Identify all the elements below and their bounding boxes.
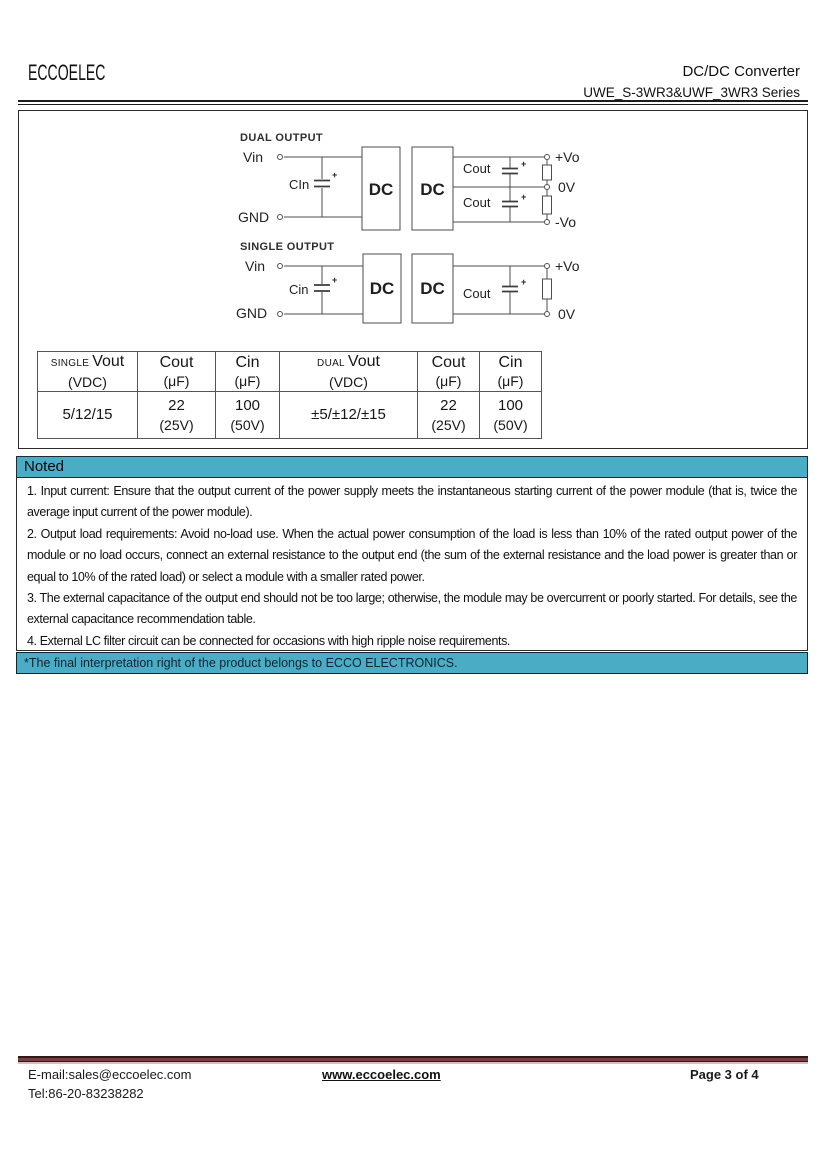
dual-cout-capacitor-top xyxy=(463,159,526,176)
header-dual-vout xyxy=(280,352,418,392)
single-gnd-label: GND xyxy=(236,305,268,321)
company-logo: ECCOELEC xyxy=(28,60,106,85)
vout-label: Vout xyxy=(92,353,125,370)
dual-cout-bottom-plus: + xyxy=(521,192,527,202)
vout-label: Vout xyxy=(347,353,380,370)
vdc-unit: (VDC) xyxy=(68,374,107,390)
cout-label: Cout xyxy=(431,354,466,371)
footer-divider xyxy=(18,1056,808,1064)
single-vin-label: Vin xyxy=(245,258,265,274)
single-zero-label: 0V xyxy=(558,306,576,322)
dc-module-right-label: DC xyxy=(420,180,445,199)
dc-module-left-label: DC xyxy=(368,180,394,199)
single-pos-terminal xyxy=(545,264,550,269)
dual-zero-label: 0V xyxy=(558,179,576,195)
dual-cin-plus: + xyxy=(332,170,338,180)
cin-label: Cin xyxy=(235,354,260,371)
header-cout-1 xyxy=(138,352,216,392)
dual-load-resistor-top xyxy=(543,165,552,180)
note-item-3: 3. The external capacitance of the output end should not be too large; otherwise, the module may be overcurrent or poorly started. For details, see the external capacitance recommendation table. xyxy=(27,591,797,627)
dual-pos-terminal xyxy=(545,155,550,160)
table-header-row xyxy=(38,352,542,392)
dual-vin-terminal xyxy=(278,155,283,160)
dual-neg-label: -Vo xyxy=(555,214,577,230)
single-zero-terminal xyxy=(545,312,550,317)
single-load-resistor xyxy=(543,279,552,299)
dual-cin-label: CIn xyxy=(289,177,310,192)
dual-dc-modules xyxy=(362,147,453,230)
cell-cin-2: 100 (50V) xyxy=(480,392,542,439)
header-cin-2 xyxy=(480,352,542,392)
noted-section-header: Noted xyxy=(16,456,808,478)
single-cout-label: Cout xyxy=(463,286,491,301)
vdc-unit: (VDC) xyxy=(329,374,368,390)
single-cin-plus: + xyxy=(332,275,338,285)
single-prefix: SINGLE xyxy=(50,358,90,369)
uf-unit: (μF) xyxy=(234,373,261,389)
document-title: DC/DC Converter xyxy=(682,63,800,80)
uf-unit: (μF) xyxy=(435,373,462,389)
header-single-vout xyxy=(38,352,138,392)
dc-module-right-label: DC xyxy=(420,279,445,298)
single-dc-modules xyxy=(363,254,453,323)
series-subtitle: UWE_S-3WR3&UWF_3WR3 Series xyxy=(583,85,800,100)
dual-cout-top-plus: + xyxy=(521,159,527,169)
cell-cin-1: 100 (50V) xyxy=(216,392,280,439)
dual-gnd-label: GND xyxy=(238,209,270,225)
dual-pos-label: +Vo xyxy=(555,149,580,165)
footer-email: E-mail:sales@eccoelec.com xyxy=(28,1067,192,1082)
header-divider xyxy=(18,100,808,105)
interpretation-footnote: *The final interpretation right of the product belongs to ECCO ELECTRONICS. xyxy=(16,652,808,674)
dual-output-title: DUAL OUTPUT xyxy=(240,132,324,144)
dual-vin-label: Vin xyxy=(243,149,263,165)
footer-telephone: Tel:86-20-83238282 xyxy=(28,1086,144,1101)
table-data-row xyxy=(38,392,542,439)
single-cout-capacitor xyxy=(463,277,526,301)
note-item-2: 2. Output load requirements: Avoid no-load use. When the actual power consumption of the load is less than 10% of the rated output power of the module or no load occurs, connect an external resistance to the output end (the sum of the external resistance and the load power is greater than or equal to 10% of the rated load) or select a module with a smaller rated power. xyxy=(27,526,797,584)
dual-neg-terminal xyxy=(545,220,550,225)
cin-label: Cin xyxy=(498,354,523,371)
dual-cin-capacitor xyxy=(289,170,337,192)
dual-cout-bottom-label: Cout xyxy=(463,195,491,210)
dual-cout-capacitor-bottom xyxy=(463,192,526,210)
cell-cout-1: 22 (25V) xyxy=(138,392,216,439)
single-output-schematic xyxy=(225,238,595,338)
header-cin-1 xyxy=(216,352,280,392)
dual-load-resistor-bottom xyxy=(543,196,552,214)
cout-label: Cout xyxy=(159,354,194,371)
uf-unit: (μF) xyxy=(163,373,190,389)
uf-unit: (μF) xyxy=(497,373,524,389)
footer-page-number: Page 3 of 4 xyxy=(690,1067,759,1082)
single-cout-plus: + xyxy=(521,277,527,287)
dual-zero-terminal xyxy=(545,185,550,190)
note-item-4: 4. External LC filter circuit can be connected for occasions with high ripple noise requirements. xyxy=(27,633,510,648)
notes-box xyxy=(16,478,808,651)
cell-cout-2: 22 (25V) xyxy=(418,392,480,439)
header-cout-2 xyxy=(418,352,480,392)
dual-output-schematic xyxy=(225,126,595,240)
single-cin-capacitor xyxy=(289,275,337,297)
capacitance-table xyxy=(37,351,542,439)
cell-dual-vout: ±5/±12/±15 xyxy=(280,392,418,439)
dual-cout-top-label: Cout xyxy=(463,161,491,176)
single-gnd-terminal xyxy=(278,312,283,317)
note-item-1: 1. Input current: Ensure that the output current of the power supply meets the instantaneous starting current of the power module (that is, twice the average input current of the power module). xyxy=(27,484,797,520)
single-vin-terminal xyxy=(278,264,283,269)
single-pos-label: +Vo xyxy=(555,258,580,274)
single-cin-label: Cin xyxy=(289,282,309,297)
cell-single-vout: 5/12/15 xyxy=(38,392,138,439)
footer-website-link[interactable]: www.eccoelec.com xyxy=(322,1067,441,1082)
dual-gnd-terminal xyxy=(278,215,283,220)
single-output-title: SINGLE OUTPUT xyxy=(240,241,335,253)
dc-module-left-label: DC xyxy=(369,279,395,298)
dual-prefix: DUAL xyxy=(317,358,345,369)
